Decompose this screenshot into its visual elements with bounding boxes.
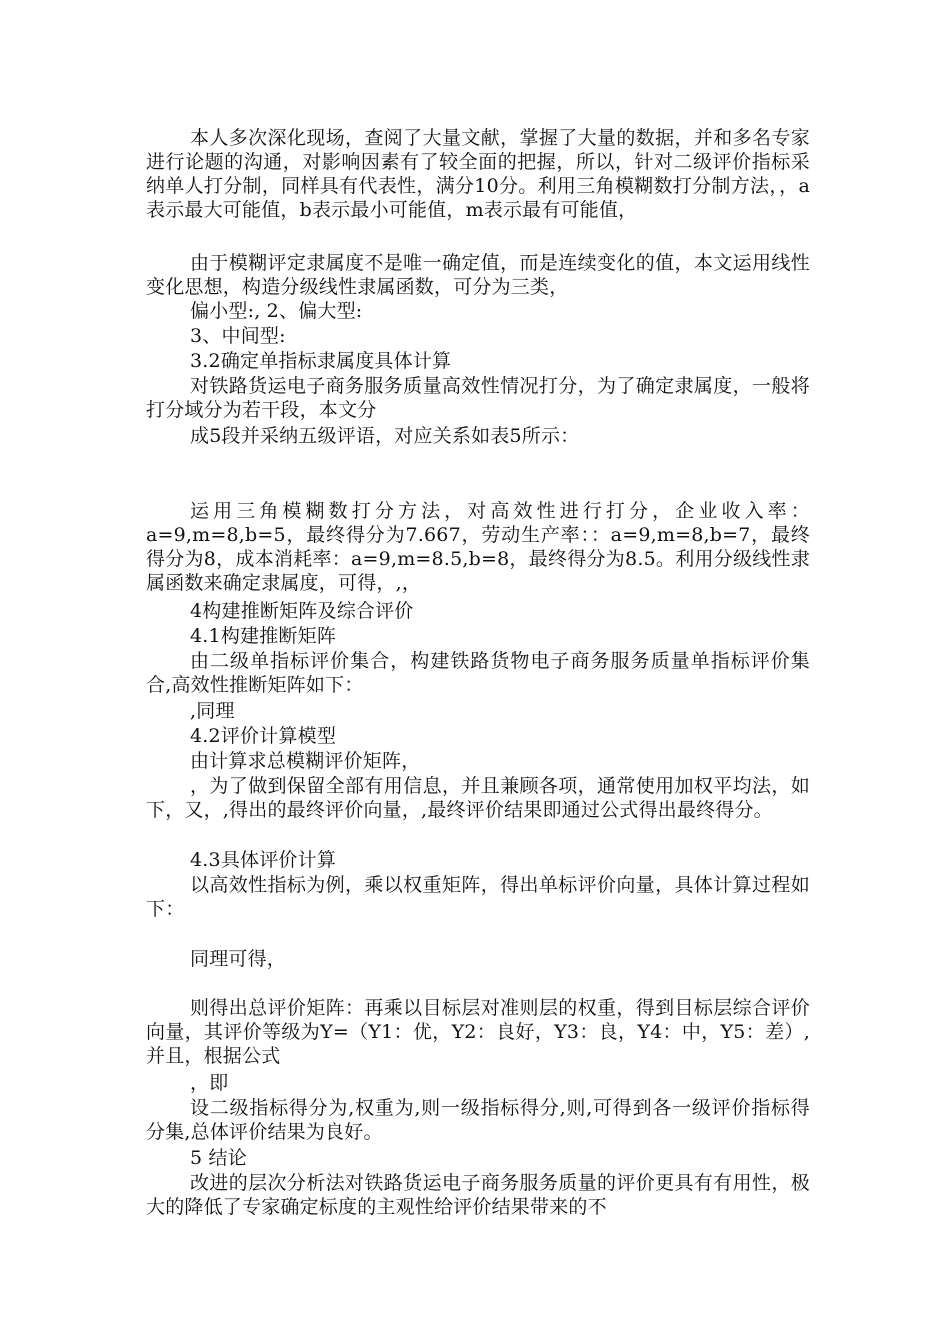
paragraph-type-middle: 3、中间型: (190, 325, 286, 347)
paragraph-similarly-obtain: 同理可得， (190, 948, 287, 970)
paragraph-similarly: ,同理 (190, 700, 235, 722)
paragraph-efficiency-example: 以高效性指标为例，乘以权重矩阵，得出单标评价向量，具体计算过程如下： (146, 874, 810, 920)
paragraph-site-research: 本人多次深化现场，查阅了大量文献，掌握了大量的数据，并和多名专家进行论题的沟通，对影响因素有了较全面的把握，所以，针对二级评价指标采纳单人打分制，同样具有代表性，满分10分。利用三角模糊数打分制方法，，a表示最大可能值，b表示最小可能值，m表示最有可能值， (146, 127, 810, 221)
heading-5-conclusion: 5 结论 (190, 1147, 247, 1169)
paragraph-weighted-average: ，为了做到保留全部有用信息，并且兼顾各项，通常使用加权平均法，如下，又，,得出的最终评价向量，,最终评价结果即通过公式得出最终得分。 (146, 775, 810, 821)
paragraph-namely: ，即 (190, 1072, 229, 1094)
paragraph-total-fuzzy-matrix: 由计算求总模糊评价矩阵， (190, 750, 421, 772)
paragraph-conclusion: 改进的层次分析法对铁路货运电子商务服务质量的评价更具有有用性，极大的降低了专家确定标度的主观性给评价结果带来的不 (146, 1172, 810, 1218)
paragraph-total-evaluation: 则得出总评价矩阵：再乘以目标层对准则层的权重，得到目标层综合评价向量，其评价等级为Y=（Y1：优，Y2：良好，Y3：良，Y4：中，Y5：差）,并且，根据公式 (146, 997, 810, 1067)
paragraph-triangular-scoring: 运用三角模糊数打分方法，对高效性进行打分，企业收入率：a=9,m=8,b=5，最终得分为7.667，劳动生产率：：a=9,m=8,b=7，最终得分为8，成本消耗率：a=9,m=8.5,b=8，最终得分为8.5。利用分级线性隶属函数来确定隶属度，可得，,， (146, 500, 810, 594)
heading-3-2: 3.2确定单指标隶属度具体计算 (190, 350, 452, 372)
paragraph-five-levels: 成5段并采纳五级评语，对应关系如表5所示： (190, 425, 580, 447)
heading-4-2: 4.2评价计算模型 (190, 725, 337, 747)
paragraph-judgment-matrix: 由二级单指标评价集合，构建铁路货物电子商务服务质量单指标评价集合,高效性推断矩阵如下： (146, 650, 810, 696)
heading-4-3: 4.3具体评价计算 (190, 849, 337, 871)
heading-4: 4构建推断矩阵及综合评价 (190, 600, 414, 622)
heading-4-1: 4.1构建推断矩阵 (190, 625, 337, 647)
paragraph-scoring-domain: 对铁路货运电子商务服务质量高效性情况打分，为了确定隶属度，一般将打分域分为若干段，本文分 (146, 375, 810, 421)
paragraph-types-small-large: 偏小型:, 2、偏大型: (190, 300, 363, 322)
paragraph-fuzzy-membership: 由于模糊评定隶属度不是唯一确定值，而是连续变化的值，本文运用线性变化思想，构造分级线性隶属函数，可分为三类， (146, 252, 810, 298)
paragraph-secondary-scores: 设二级指标得分为,权重为,则一级指标得分,则,可得到各一级评价指标得分集,总体评价结果为良好。 (146, 1097, 810, 1143)
